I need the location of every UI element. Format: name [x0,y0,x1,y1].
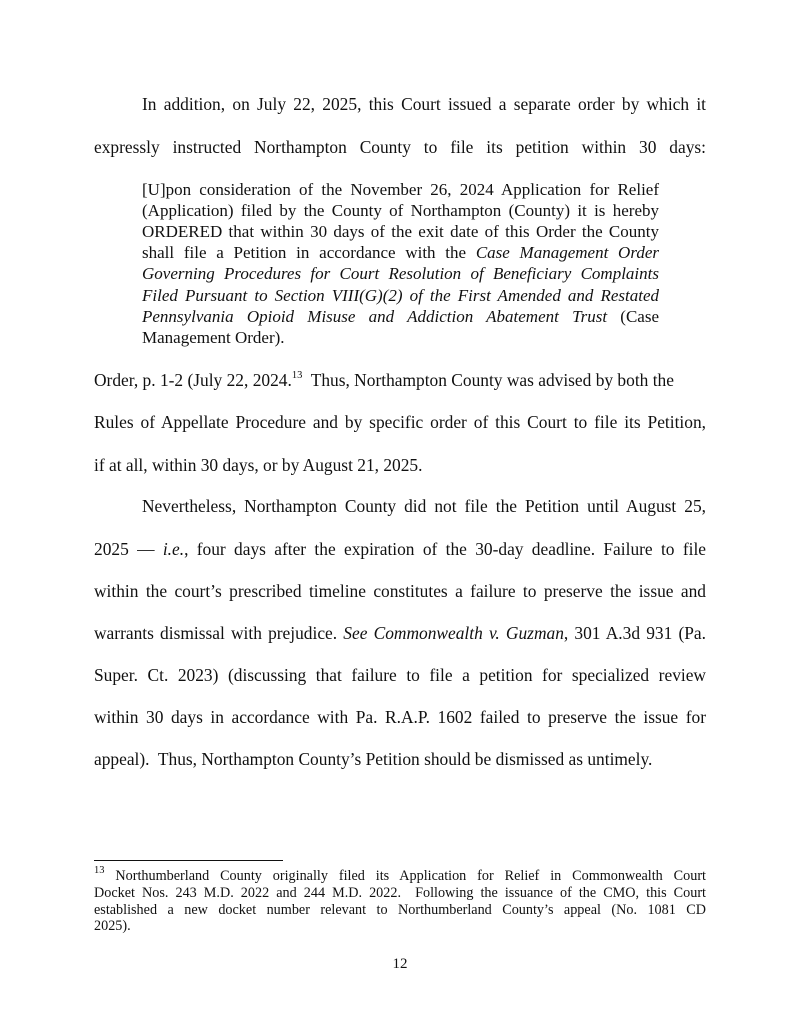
quote-line-5: Governing Procedures for Court Resolution of Beneficiary Complaints [142,264,659,283]
quote-line-8: Management Order). [142,328,285,347]
paragraph-2-line-2: Rules of Appellate Procedure and by specific order of this Court to file its Petition, [94,412,706,432]
paragraph-3-line-4-end: , 301 A.3d 931 (Pa. [563,623,706,643]
paragraph-2-line-3: if at all, within 30 days, or by August 21, 2025. [94,455,423,475]
quote-line-7-text: (Case [607,307,659,326]
paragraph-3-line-2-italic: i.e. [162,539,185,559]
paragraph-3-line-6: within 30 days in accordance with Pa. R.A.P. 1602 failed to preserve the issue for [94,707,706,727]
footnote-line-4: 2025). [94,918,131,934]
page-number: 12 [392,956,408,972]
footnote-line-1-text: Northumberland County originally filed its Application for Relief in Commonwealth Court [104,868,706,884]
case-citation: See Commonwealth v. Guzman [343,623,564,643]
quote-line-4-text: shall file a Petition in accordance with the [142,243,476,262]
paragraph-3-line-3: within the court’s prescribed timeline constitutes a failure to preserve the issue and [94,581,706,601]
quote-line-7 [142,306,659,327]
paragraph-3-line-1: Nevertheless, Northampton County did not file the Petition until August 25, [142,496,706,516]
footnote-line-3: established a new docket number relevant to Northumberland County’s appeal (No. 1081 CD [94,902,706,918]
footnote-separator [94,860,283,861]
paragraph-1-line-1: In addition, on July 22, 2025, this Court issued a separate order by which it [142,94,706,114]
paragraph-3-line-2-start: 2025 — [94,539,163,559]
footnote-reference[interactable]: 13 [291,370,303,382]
quote-line-7-italic: Pennsylvania Opioid Misuse and Addiction Abatement Trust [142,307,608,326]
citation-text: Order, p. 1-2 (July 22, 2024. [94,370,292,390]
paragraph-3-line-2-end: , four days after the expiration of the 30-day deadline. Failure to file [184,539,706,559]
quote-line-4-italic: Case Management Order [475,243,659,262]
paragraph-3-line-4-start: warrants dismissal with prejudice. [94,623,344,643]
footnote-line-1 [94,865,706,885]
paragraph-1-line-2: expressly instructed Northampton County to file its petition within 30 days: [94,137,706,157]
footnote-line-2: Docket Nos. 243 M.D. 2022 and 244 M.D. 2022. Following the issuance of the CMO, this Court [94,885,706,901]
paragraph-3-line-7: appeal). Thus, Northampton County’s Petition should be dismissed as untimely. [94,749,653,769]
quote-line-6: Filed Pursuant to Section VIII(G)(2) of the First Amended and Restated [142,286,659,305]
paragraph-3-line-2 [94,538,706,560]
paragraph-3-line-4 [94,622,706,644]
quote-line-1: [U]pon consideration of the November 26, 2024 Application for Relief [142,180,659,199]
paragraph-2-line-1 [94,369,706,391]
paragraph-3-line-5: Super. Ct. 2023) (discussing that failure to file a petition for specialized review [94,665,706,685]
paragraph-2-line-1-end: Thus, Northampton County was advised by both the [302,370,674,390]
footnote-marker: 13 [94,865,105,877]
quote-line-4 [142,242,659,263]
quote-line-3: ORDERED that within 30 days of the exit date of this Order the County [142,222,659,241]
quote-line-2: (Application) filed by the County of Northampton (County) it is hereby [142,201,659,220]
